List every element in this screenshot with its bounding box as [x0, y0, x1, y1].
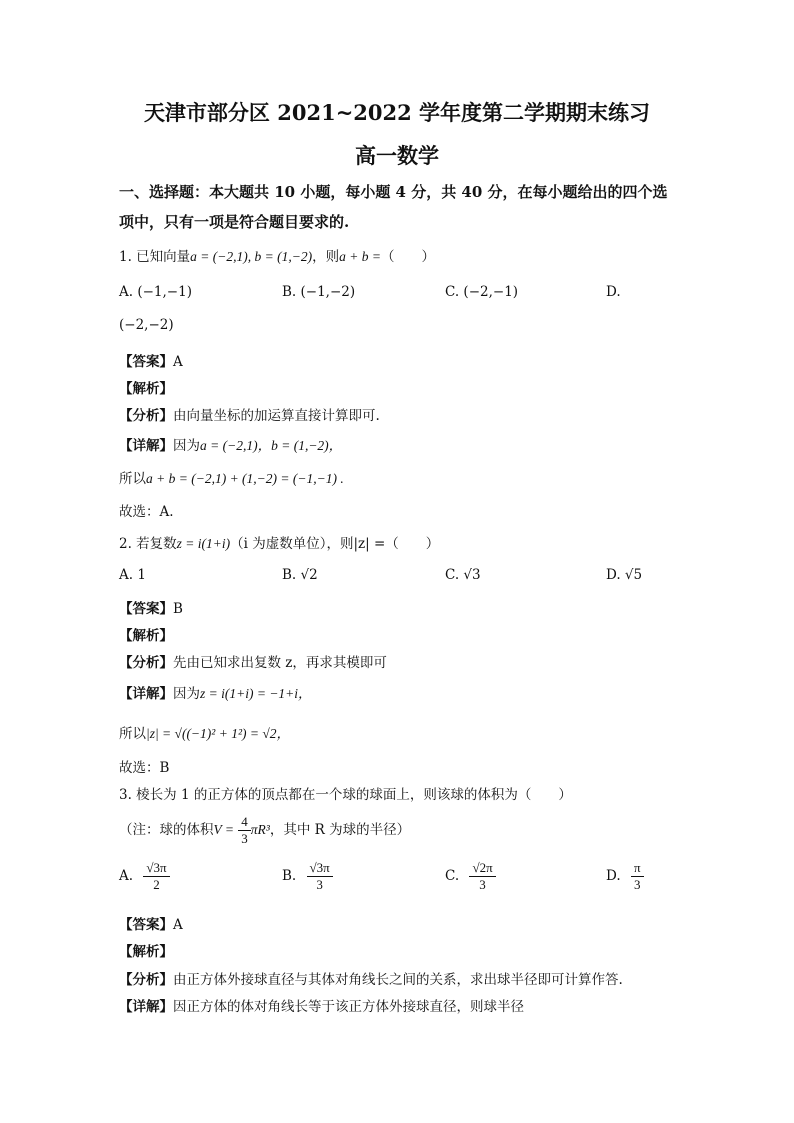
q3-note-frac-den: 3	[241, 831, 248, 846]
choose-label: 故选：	[119, 760, 160, 776]
q2-so	[119, 722, 290, 742]
q2-method-text: 先由已知求出复数 z，再求其模即可	[173, 655, 387, 671]
q1-method	[119, 404, 380, 424]
q1-so-math: a + b = (−2,1) + (1,−2) = (−1,−1) .	[146, 471, 344, 486]
q3-analysis-label: 【解析】	[119, 944, 173, 960]
q3-option-a-fraction	[143, 860, 169, 893]
q2-detail-prefix: 因为	[173, 686, 200, 702]
q3-option-c	[445, 860, 496, 893]
q2-stem-prefix: 2. 若复数	[119, 536, 177, 552]
q3-option-a	[119, 860, 170, 893]
q2-so-math: |z| = √((−1)² + 1²) = √2，	[146, 726, 291, 741]
q2-so-prefix: 所以	[119, 726, 146, 742]
q3-detail-text: 因正方体的体对角线长等于该正方体外接球直径，则球半径	[173, 999, 524, 1015]
q2-option-d: D. √5	[606, 567, 643, 583]
q3-option-b-letter: B.	[282, 868, 297, 884]
q1-stem-end: （ ）	[380, 249, 435, 265]
q2-choose-value: B	[159, 760, 170, 776]
choose-label: 故选：	[119, 504, 160, 520]
section-heading-line1: 一、选择题：本大题共 10 小题，每小题 4 分，共 40 分，在每小题给出的四个选	[119, 183, 668, 201]
q2-answer-value: B	[173, 601, 183, 617]
q3-option-b-num: √3π	[307, 860, 333, 877]
q3-option-a-den: 2	[153, 877, 160, 892]
q3-option-b	[282, 860, 333, 893]
q1-choose	[119, 500, 174, 520]
q3-answer-value: A	[173, 917, 183, 933]
q1-stem	[119, 245, 435, 265]
q1-analysis-label: 【解析】	[119, 381, 173, 397]
q1-option-d-value: (−2,−2)	[119, 317, 174, 333]
q1-option-a: A. (−1,−1)	[119, 284, 192, 300]
method-label: 【分析】	[119, 972, 173, 988]
q1-stem-math2: a + b =	[339, 249, 381, 264]
q1-stem-prefix: 1. 已知向量	[119, 249, 191, 265]
detail-label: 【详解】	[119, 999, 173, 1015]
q1-stem-mid: ，则	[312, 249, 340, 265]
q3-method-text: 由正方体外接球直径与其体对角线长之间的关系，求出球半径即可计算作答.	[173, 972, 623, 988]
q2-detail-math: z = i(1+i) = −1+i，	[200, 686, 312, 701]
q3-detail	[119, 995, 524, 1015]
q3-stem: 3. 棱长为 1 的正方体的顶点都在一个球的球面上，则该球的体积为（ ）	[119, 787, 572, 803]
q2-option-a: A. 1	[119, 567, 146, 583]
q1-answer	[119, 350, 183, 370]
detail-label: 【详解】	[119, 686, 173, 702]
q3-option-d-den: 3	[633, 877, 641, 892]
page-title: 天津市部分区 2021~2022 学年度第二学期期末练习	[143, 100, 651, 125]
q3-answer	[119, 913, 183, 933]
q1-method-text: 由向量坐标的加运算直接计算即可.	[173, 408, 380, 424]
q1-so-prefix: 所以	[119, 471, 146, 487]
q3-method	[119, 968, 623, 988]
q3-note-end: ，其中 R 为球的半径）	[269, 822, 411, 838]
q1-detail-prefix: 因为	[173, 438, 200, 454]
detail-label: 【详解】	[119, 438, 173, 454]
q3-option-d	[606, 860, 644, 893]
q2-option-b: B. √2	[282, 567, 318, 583]
q3-option-b-den: 3	[316, 877, 323, 892]
q3-note-prefix: （注：球的体积	[119, 822, 214, 838]
method-label: 【分析】	[119, 408, 173, 424]
q3-option-c-letter: C.	[445, 868, 460, 884]
q1-choose-value: A.	[159, 504, 174, 520]
q2-analysis-label: 【解析】	[119, 628, 173, 644]
answer-label: 【答案】	[119, 354, 173, 370]
method-label: 【分析】	[119, 655, 173, 671]
q2-method	[119, 651, 387, 671]
q1-option-d: D.	[606, 284, 621, 300]
q1-detail	[119, 434, 342, 454]
q1-so	[119, 467, 344, 487]
q2-detail	[119, 682, 312, 702]
q3-option-b-fraction	[307, 860, 333, 893]
q3-option-d-letter: D.	[606, 868, 621, 884]
q3-note	[119, 814, 410, 847]
q3-option-c-den: 3	[479, 877, 486, 892]
q2-stem-end: （i 为虚数单位），则|z| =（ ）	[230, 536, 440, 552]
q3-note-r: πR³	[250, 822, 270, 837]
q2-option-c: C. √3	[445, 567, 481, 583]
q3-option-d-fraction	[631, 860, 644, 893]
q3-note-fraction	[238, 814, 251, 847]
answer-label: 【答案】	[119, 601, 173, 617]
answer-label: 【答案】	[119, 917, 173, 933]
section-heading-line2: 项中，只有一项是符合题目要求的.	[119, 213, 350, 231]
q1-option-c: C. (−2,−1)	[445, 284, 519, 300]
q1-answer-value: A	[173, 354, 183, 370]
q2-choose	[119, 756, 169, 776]
q1-detail-math: a = (−2,1)，b = (1,−2)，	[200, 438, 343, 453]
q2-stem-math: z = i(1+i)	[176, 536, 231, 551]
q1-stem-math: a = (−2,1), b = (1,−2)	[190, 249, 313, 264]
q1-option-b: B. (−1,−2)	[282, 284, 356, 300]
q3-note-frac-num: 4	[238, 814, 251, 831]
q3-option-a-num: √3π	[143, 860, 169, 877]
page-subtitle: 高一数学	[355, 143, 439, 168]
q3-option-d-num: π	[631, 860, 644, 877]
q3-note-v: V =	[213, 822, 234, 837]
q3-option-a-letter: A.	[119, 868, 134, 884]
q2-stem	[119, 532, 439, 552]
q3-option-c-num: √2π	[469, 860, 495, 877]
q2-answer	[119, 597, 183, 617]
q3-option-c-fraction	[469, 860, 495, 893]
